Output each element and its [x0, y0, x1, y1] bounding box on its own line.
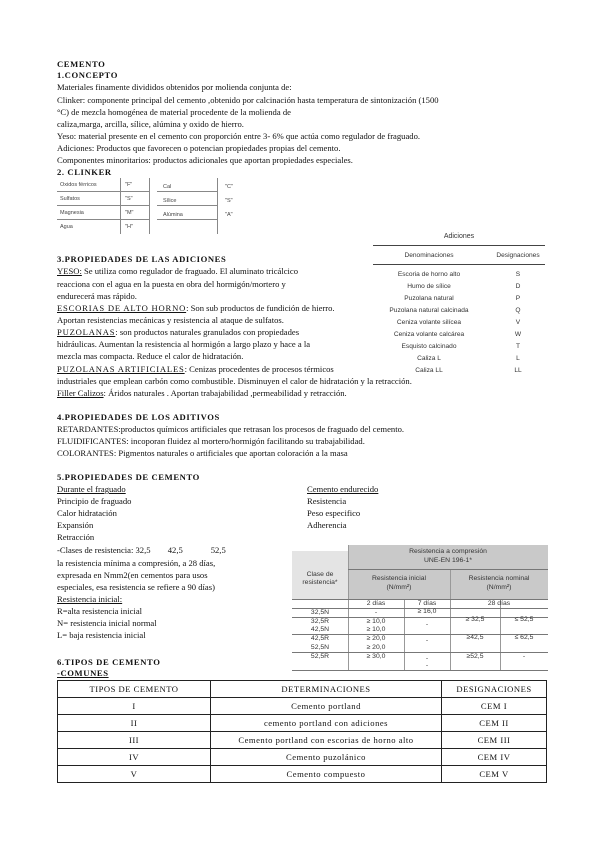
adiciones-cell: L: [516, 355, 520, 362]
resistencia-cell: -: [425, 662, 429, 669]
resistencia-header: (N/mm²): [386, 584, 412, 591]
adiciones-caption: Adiciones: [443, 233, 475, 240]
table-cell: CEM III: [442, 732, 547, 749]
resistencia-cell: -: [425, 637, 429, 644]
table-cell: Cemento portland con escorias de horno alto: [211, 732, 442, 749]
list-item: L= baja resistencia inicial: [57, 630, 146, 640]
adiciones-cell: Puzolana natural calcinada: [389, 307, 469, 314]
list-item: N= resistencia inicial normal: [57, 618, 157, 628]
column-title: Cemento endurecido: [307, 484, 379, 494]
clinker-cell: Magnesia: [60, 210, 84, 216]
subheading: Resistencia inicial:: [57, 594, 123, 604]
resistencia-cell: 42,5N: [310, 626, 330, 633]
table-cell: CEM I: [442, 698, 547, 715]
resistencia-cell: -: [374, 609, 378, 616]
paragraph-line: °C) de mezcla homogénea de material procedente de la molienda de: [57, 107, 291, 117]
term-label: Filler Calizos: [57, 388, 104, 398]
adiciones-cell: Escoria de horno alto: [397, 271, 461, 278]
paragraph-line: [57, 303, 335, 313]
adiciones-cell: Ceniza volante silícea: [396, 319, 462, 326]
paragraph-line: COLORANTES: Pigmentos naturales o artificiales que aportan coloración a la masa: [57, 448, 348, 458]
resistencia-cell: 42,5R: [310, 635, 330, 642]
table-row: [58, 715, 547, 732]
resistencia-cell: ≥ 10,0: [366, 626, 386, 633]
list-item: Expansión: [57, 520, 94, 530]
paragraph-line: -Clases de resistencia: 32,5 42,5 52,5: [57, 545, 226, 555]
paragraph-line: caliza,marga, arcilla, sílice, alúmina y oxido de hierro.: [57, 119, 244, 129]
paragraph-line: Yeso: material presente en el cemento con proporción entre 3- 6% que actúa como regulador de fraguado.: [57, 131, 421, 141]
table-row: [58, 698, 547, 715]
paragraph-line: especiales, esa resistencia se refiere a 90 días): [57, 582, 215, 592]
paragraph-line: industriales que emplean carbón como combustible. Disminuyen el calor de hidratación y la retracción.: [57, 376, 412, 386]
resistencia-cell: -: [425, 655, 429, 662]
clinker-cell: Agua: [60, 224, 73, 230]
resistencia-cell: ≥ 32,5: [465, 616, 485, 623]
table-cell: CEM V: [442, 766, 547, 783]
section-heading-clinker: 2. CLINKER: [57, 167, 112, 177]
paragraph-line: Adiciones: Productos que favorecen o potencian propiedades propias del cemento.: [57, 143, 341, 153]
column-title: Durante el fraguado: [57, 484, 126, 494]
adiciones-cell: D: [515, 283, 521, 290]
resistencia-header: (N/mm²): [486, 584, 512, 591]
resistencia-cell: ≥52,5: [466, 653, 484, 660]
table-cell: Cemento puzolánico: [211, 749, 442, 766]
table-row: [58, 732, 547, 749]
section-heading-aditivos: 4.PROPIEDADES DE LOS ADITIVOS: [57, 412, 220, 422]
clinker-cell: "A": [225, 212, 233, 218]
section-heading-tipos: 6.TIPOS DE CEMENTO: [57, 657, 161, 667]
paragraph-line: reacciona con el agua en la puesta en obra del hormigón/mortero y: [57, 279, 286, 289]
tipos-cemento-table: [57, 680, 547, 783]
paragraph-line: Aportan resistencias mecánicas y resistencia al ataque de sulfatos.: [57, 315, 284, 325]
term-label: PUZOLANAS: [57, 327, 116, 337]
clinker-cell: "C": [225, 184, 233, 190]
resistencia-cell: ≥ 10,0: [366, 618, 386, 625]
list-item: R=alta resistencia inicial: [57, 606, 143, 616]
resistencia-cell: ≥42,5: [466, 634, 484, 641]
list-item: Principio de fraguado: [57, 496, 132, 506]
clinker-cell: Cal: [163, 184, 172, 190]
adiciones-header: Designaciones: [496, 252, 540, 259]
list-item: Adherencia: [307, 520, 347, 530]
paragraph-line: hidráulicas. Aumentan la resistencia al hormigón a largo plazo y hace a la: [57, 339, 311, 349]
resistencia-subheader: 2 días: [366, 600, 386, 607]
paragraph-line: [57, 364, 334, 374]
section-heading-concepto: 1.CONCEPTO: [57, 70, 118, 80]
clinker-cell: "S": [225, 198, 233, 204]
table-cell: cemento portland con adiciones: [211, 715, 442, 732]
paragraph-line: endurecerá mas rápido.: [57, 291, 137, 301]
table-cell: II: [58, 715, 211, 732]
term-text: : son productos naturales granulados con propiedades: [115, 327, 300, 337]
resistencia-header: Resistencia a compresión: [409, 548, 487, 555]
resistencia-table-figure: [292, 545, 548, 671]
section-heading-propiedades-cemento: 5.PROPIEDADES DE CEMENTO: [57, 472, 200, 482]
clinker-cell: "F": [125, 182, 133, 188]
resistencia-header: Clase de resistencia*: [302, 571, 338, 586]
term-text: : Cenizas procedentes de procesos térmicos: [184, 364, 334, 374]
page-title: CEMENTO: [57, 59, 106, 69]
resistencia-header: Resistencia nominal: [468, 575, 530, 582]
table-header: DESIGNACIONES: [442, 681, 547, 698]
adiciones-cell: Caliza L: [417, 355, 441, 362]
resistencia-cell: -: [425, 621, 429, 628]
resistencia-cell: 52,5N: [310, 644, 330, 651]
resistencia-cell: 32,5N: [310, 609, 330, 616]
table-cell: III: [58, 732, 211, 749]
list-item: Resistencia: [307, 496, 347, 506]
list-item: Peso especifico: [307, 508, 361, 518]
table-header: DETERMINACIONES: [211, 681, 442, 698]
adiciones-cell: V: [515, 319, 521, 326]
resistencia-cell: ≥ 16,0: [417, 608, 437, 615]
resistencia-cell: 32,5R: [310, 618, 330, 625]
paragraph-line: RETARDANTES:productos químicos artificiales que retrasan los procesos de fraguado del cemento.: [57, 424, 405, 434]
paragraph-line: Clinker: componente principal del cemento ,obtenido por calcinación hasta temperatura de sintonización (1500: [57, 95, 439, 105]
adiciones-table-figure: [373, 233, 545, 377]
adiciones-header: Denominaciones: [404, 252, 454, 259]
paragraph-line: [57, 266, 298, 276]
clinker-cell: "S": [125, 196, 133, 202]
table-row: [58, 766, 547, 783]
clinker-cell: Alúmina: [163, 212, 183, 218]
paragraph-line: expresada en Nmm2(en cementos para usos: [57, 570, 208, 580]
table-cell: V: [58, 766, 211, 783]
clinker-figure: [57, 178, 247, 234]
adiciones-cell: Esquisto calcinado: [401, 343, 457, 350]
table-cell: IV: [58, 749, 211, 766]
clinker-cell: "H": [125, 224, 133, 230]
adiciones-cell: Puzolana natural: [404, 295, 454, 302]
resistencia-header: Resistencia inicial: [371, 575, 427, 582]
resistencia-subheader: 7 días: [417, 600, 437, 607]
term-text: : Son sub productos de fundición de hierro.: [186, 303, 335, 313]
paragraph-line: mezcla mas compacta. Reduce el calor de hidratación.: [57, 351, 244, 361]
clinker-cell: Sílice: [163, 198, 177, 204]
adiciones-cell: Caliza LL: [415, 367, 443, 374]
resistencia-cell: -: [522, 653, 526, 660]
resistencia-cell: ≥ 20,0: [366, 644, 386, 651]
adiciones-cell: P: [515, 295, 521, 302]
paragraph-line: [57, 327, 299, 337]
paragraph-line: la resistencia mínima a compresión, a 28 días,: [57, 558, 216, 568]
adiciones-cell: S: [515, 271, 521, 278]
table-cell: CEM IV: [442, 749, 547, 766]
resistencia-cell: ≤ 52,5: [514, 616, 534, 623]
adiciones-cell: Humo de sílice: [407, 283, 451, 290]
resistencia-cell: ≤ 62,5: [514, 634, 534, 641]
paragraph-line: Componentes minoritarios: productos adicionales que aportan propiedades especiales.: [57, 155, 353, 165]
list-item: Retracción: [57, 532, 95, 542]
term-label: ESCORIAS DE ALTO HORNO: [57, 303, 187, 313]
table-row: [58, 749, 547, 766]
resistencia-cell: ≥ 30,0: [366, 653, 386, 660]
clinker-cell: Sulfatos: [60, 196, 80, 202]
table-header-row: [58, 681, 547, 698]
section-heading-adiciones: 3.PROPIEDADES DE LAS ADICIONES: [57, 254, 227, 264]
adiciones-cell: T: [515, 343, 521, 350]
resistencia-cell: 52,5R: [310, 653, 330, 660]
resistencia-cell: ≥ 20,0: [366, 635, 386, 642]
table-cell: I: [58, 698, 211, 715]
table-cell: Cemento compuesto: [211, 766, 442, 783]
term-label: PUZOLANAS ARTIFICIALES: [57, 364, 185, 374]
subheading-comunes: -COMUNES: [57, 668, 109, 678]
list-item: Calor hidratación: [57, 508, 117, 518]
resistencia-subheader: 28 días: [487, 600, 511, 607]
adiciones-cell: Q: [515, 307, 521, 314]
clinker-cell: "M": [125, 210, 134, 216]
adiciones-cell: Ceniza volante calcárea: [393, 331, 465, 338]
table-cell: CEM II: [442, 715, 547, 732]
adiciones-cell: LL: [514, 367, 522, 374]
table-header: TIPOS DE CEMENTO: [58, 681, 211, 698]
resistencia-header: UNE-EN 196-1*: [424, 557, 472, 564]
paragraph-line: [57, 388, 347, 398]
term-label: YESO:: [57, 266, 82, 276]
term-text: : Áridos naturales . Aportan trabajabilidad ,permeabilidad y retracción.: [103, 388, 347, 398]
clinker-cell: Oxidos férricos: [60, 182, 97, 188]
paragraph-line: FLUIDIFICANTES: incoporan fluidez al mortero/hormigón facilitando su trabajabilidad.: [57, 436, 365, 446]
table-cell: Cemento portland: [211, 698, 442, 715]
adiciones-cell: W: [514, 331, 522, 338]
paragraph-line: Materiales finamente divididos obtenidos por molienda conjunta de:: [57, 82, 292, 92]
term-text: Se utiliza como regulador de fraguado. El aluminato tricálcico: [81, 266, 299, 276]
